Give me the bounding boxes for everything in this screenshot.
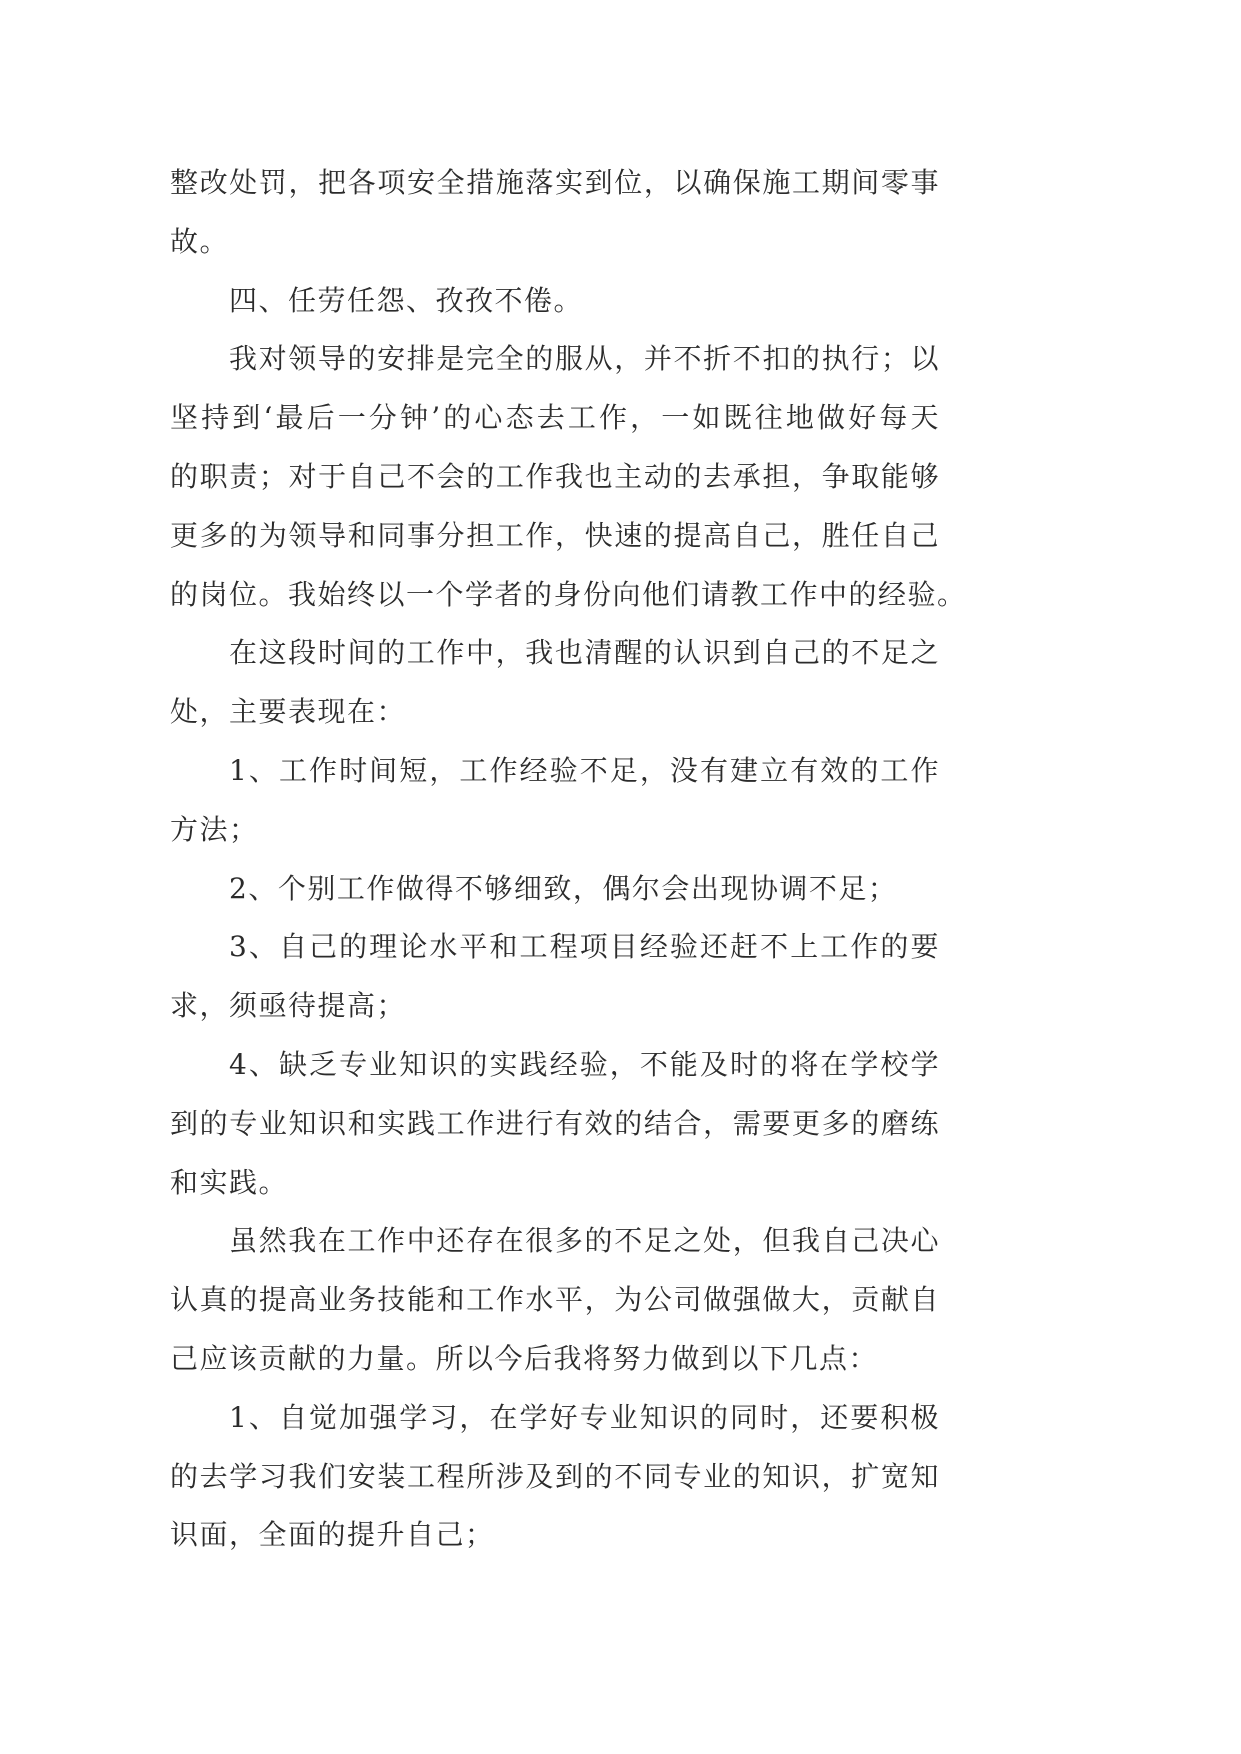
paragraph-line: 己应该贡献的力量。所以今后我将努力做到以下几点： bbox=[170, 1341, 879, 1375]
paragraph-line: 的岗位。我始终以一个学者的身份向他们请教工作中的经验。 bbox=[170, 577, 967, 611]
paragraph-line: 到的专业知识和实践工作进行有效的结合，需要更多的磨练 bbox=[170, 1106, 940, 1140]
paragraph-line: 故。 bbox=[170, 224, 230, 258]
paragraph bbox=[170, 624, 940, 742]
paragraph-line: 和实践。 bbox=[170, 1165, 289, 1199]
list-item bbox=[170, 1389, 940, 1565]
list-item bbox=[170, 742, 940, 860]
paragraph-line: 处，主要表现在： bbox=[170, 695, 407, 729]
paragraph bbox=[170, 154, 940, 272]
section-heading bbox=[170, 272, 940, 331]
paragraph-line: 方法； bbox=[170, 812, 259, 846]
paragraph bbox=[170, 330, 967, 624]
document-page bbox=[170, 154, 967, 1565]
paragraph-line: 2、个别工作做得不够细致，偶尔会出现协调不足； bbox=[229, 871, 898, 905]
list-item bbox=[170, 1036, 940, 1212]
paragraph-line: 3、自己的理论水平和工程项目经验还赶不上工作的要 bbox=[229, 930, 940, 964]
paragraph-line: 整改处罚，把各项安全措施落实到位，以确保施工期间零事 bbox=[170, 166, 940, 199]
paragraph-line: 的去学习我们安装工程所涉及到的不同专业的知识，扩宽知 bbox=[170, 1459, 940, 1493]
paragraph-line: 求，须亟待提高； bbox=[170, 989, 407, 1023]
list-item bbox=[170, 860, 940, 919]
paragraph-line: 坚持到‘最后一分钟’的心态去工作，一如既往地做好每天 bbox=[170, 401, 940, 435]
paragraph-line: 更多的为领导和同事分担工作，快速的提高自己，胜任自己 bbox=[170, 518, 940, 552]
list-item bbox=[170, 918, 940, 1036]
paragraph-line: 在这段时间的工作中，我也清醒的认识到自己的不足之 bbox=[229, 636, 940, 670]
paragraph-line: 1、工作时间短，工作经验不足，没有建立有效的工作 bbox=[229, 753, 940, 787]
paragraph-line: 认真的提高业务技能和工作水平，为公司做强做大，贡献自 bbox=[170, 1283, 940, 1317]
paragraph-line: 识面，全面的提升自己； bbox=[170, 1518, 495, 1552]
paragraph-line: 的职责；对于自己不会的工作我也主动的去承担，争取能够 bbox=[170, 459, 940, 493]
paragraph bbox=[170, 1212, 940, 1388]
paragraph-line: 1、自觉加强学习，在学好专业知识的同时，还要积极 bbox=[229, 1400, 940, 1434]
paragraph-line: 我对领导的安排是完全的服从，并不折不扣的执行；以 bbox=[229, 342, 940, 376]
paragraph-line: 虽然我在工作中还存在很多的不足之处，但我自己决心 bbox=[229, 1224, 940, 1258]
paragraph-line: 4、缺乏专业知识的实践经验，不能及时的将在学校学 bbox=[229, 1047, 940, 1081]
paragraph-line: 四、任劳任怨、孜孜不倦。 bbox=[229, 283, 584, 317]
